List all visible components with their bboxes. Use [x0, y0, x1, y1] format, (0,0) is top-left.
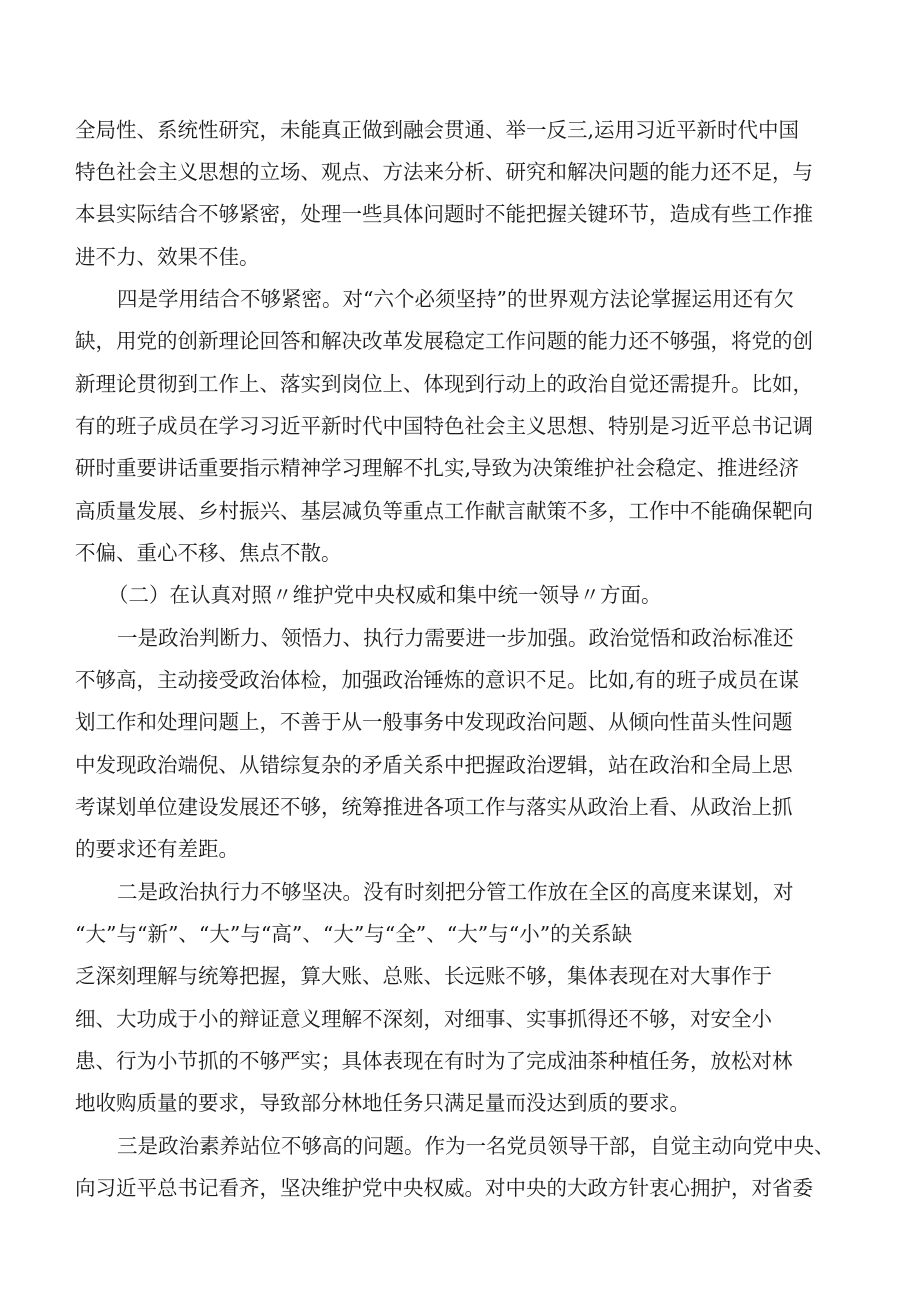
text-line: 乏深刻理解与统筹把握，算大账、总账、长远账不够，集体表现在对大事作于	[75, 964, 772, 988]
text-line: 一是政治判断力、领悟力、执行力需要进一步加强。政治觉悟和政治标准还	[117, 626, 794, 650]
text-line: 患、行为小节抓的不够严实；具体表现在有时为了完成油茶种植任务，放松对林	[75, 1049, 793, 1073]
text-line: 进不力、效果不佳。	[75, 245, 260, 269]
text-line: 的要求还有差距。	[75, 837, 239, 861]
text-line: 向习近平总书记看齐，坚决维护党中央权威。对中央的大政方针衷心拥护，对省委	[75, 1176, 813, 1200]
text-line: 高质量发展、乡村振兴、基层减负等重点工作献言献策不多，工作中不能确保靶向	[75, 499, 813, 523]
text-line: 不偏、重心不移、焦点不散。	[75, 541, 342, 565]
text-line: 有的班子成员在学习习近平新时代中国特色社会主义思想、特别是习近平总书记调	[75, 414, 813, 438]
text-line: 三是政治素养站位不够高的问题。作为一名党员领导干部，自觉主动向党中央、	[117, 1134, 835, 1158]
text-line: 不够高，主动接受政治体检，加强政治锤炼的意识不足。比如,有的班子成员在谋	[75, 668, 800, 692]
text-line: 地收购质量的要求，导致部分林地任务只满足量而没达到质的要求。	[75, 1091, 690, 1115]
text-line: 中发现政治端倪、从错综复杂的矛盾关系中把握政治逻辑，站在政治和全局上思	[75, 753, 793, 777]
section-heading: （二）在认真对照〃维护党中央权威和集中统一领导〃方面。	[108, 583, 662, 607]
text-line: 新理论贯彻到工作上、落实到岗位上、体现到行动上的政治自觉还需提升。比如，	[75, 372, 813, 396]
text-line: 二是政治执行力不够坚决。没有时刻把分管工作放在全区的高度来谋划，对	[117, 880, 794, 904]
text-line: 特色社会主义思想的立场、观点、方法来分析、研究和解决问题的能力还不足，与	[75, 160, 813, 184]
text-line: 细、大功成于小的辩证意义理解不深刻，对细事、实事抓得还不够，对安全小	[75, 1007, 772, 1031]
text-line: 研时重要讲话重要指示精神学习理解不扎实,导致为决策维护社会稳定、推进经济	[75, 456, 800, 480]
text-line: 考谋划单位建设发展还不够，统筹推进各项工作与落实从政治上看、从政治上抓	[75, 795, 793, 819]
text-line: 划工作和处理问题上，不善于从一般事务中发现政治问题、从倾向性苗头性问题	[75, 710, 793, 734]
text-line: 本县实际结合不够紧密，处理一些具体问题时不能把握关键环节，造成有些工作推	[75, 202, 813, 226]
text-line: 四是学用结合不够紧密。对“六个必须坚持”的世界观方法论掌握运用还有欠	[117, 287, 794, 311]
text-line: 全局性、系统性研究，未能真正做到融会贯通、举一反三,运用习近平新时代中国	[75, 118, 800, 142]
text-line: “大”与“新”、“大”与“高”、“大”与“全”、“大”与“小”的关系缺	[75, 922, 633, 946]
text-line: 缺，用党的创新理论回答和解决改革发展稳定工作问题的能力还不够强，将党的创	[75, 329, 813, 353]
